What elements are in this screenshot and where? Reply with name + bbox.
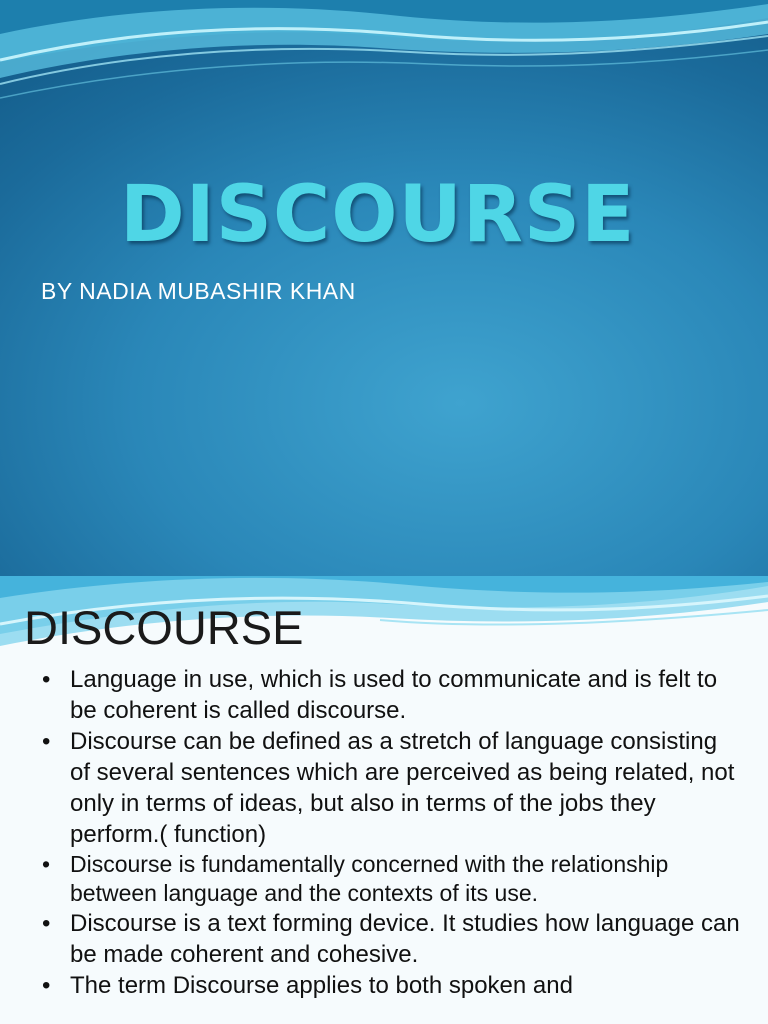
list-item: [42, 726, 742, 850]
slide-subtitle: BY NADIA MUBASHIR KHAN: [41, 278, 356, 304]
bullet-list: [42, 664, 742, 1001]
content-slide-title: DISCOURSE: [24, 601, 304, 654]
bullet-text: The term Discourse applies to both spoken and: [70, 972, 573, 999]
bullet-text: Discourse is fundamentally concerned with the relationship between language and the contexts of its use.: [70, 851, 669, 906]
bullet-icon: •: [42, 666, 51, 693]
bullet-icon: •: [42, 972, 51, 999]
bullet-text: Discourse can be defined as a stretch of language consisting of several sentences which are perceived as being related, not only in terms of ideas, but also in terms of the jobs they perform.( function): [70, 728, 735, 848]
wave-decoration: [0, 0, 768, 110]
bullet-icon: •: [42, 910, 51, 937]
bullet-text: Discourse is a text forming device. It studies how language can be made coherent and cohesive.: [70, 910, 740, 968]
bullet-icon: •: [42, 851, 51, 877]
bullet-icon: •: [42, 728, 51, 755]
bullet-text: Language in use, which is used to communicate and is felt to be coherent is called discourse.: [70, 666, 718, 724]
list-item: [42, 908, 742, 970]
list-item: [42, 850, 742, 908]
list-item: [42, 664, 742, 726]
list-item: [42, 970, 742, 1001]
slide-title: DISCOURSE: [120, 170, 636, 260]
